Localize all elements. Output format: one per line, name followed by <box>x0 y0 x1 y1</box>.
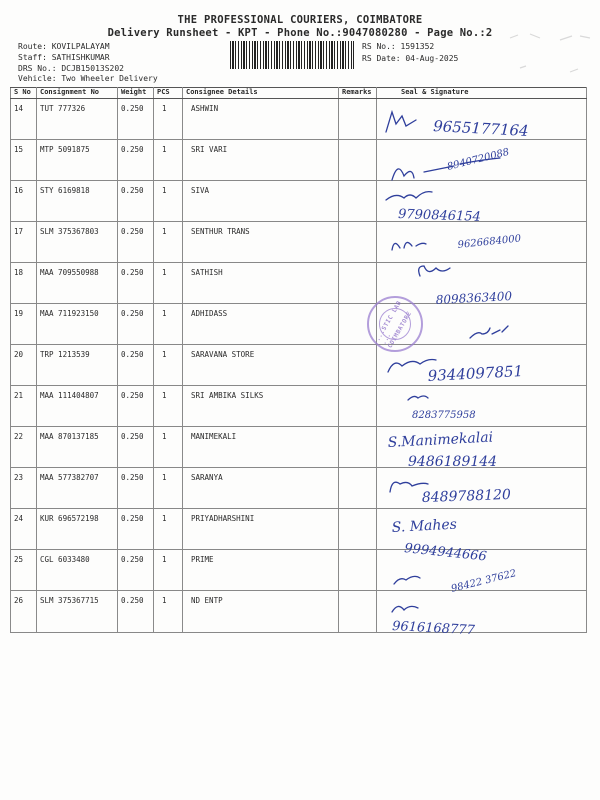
handwritten-phone: 9655177164 <box>432 117 530 140</box>
company-title: THE PROFESSIONAL COURIERS, COIMBATORE <box>177 14 423 26</box>
vehicle-label: Vehicle: Two Wheeler Delivery <box>18 74 158 83</box>
consignee-cell: SIVA <box>183 181 339 222</box>
col-header-weight: Weight <box>118 88 154 99</box>
weight-cell: 0.250 <box>118 509 154 550</box>
handwritten-phone: 9626684000 <box>457 233 522 251</box>
sno-cell: 23 <box>11 468 37 509</box>
signature-scribble <box>386 192 432 200</box>
signature-scribble <box>419 266 450 276</box>
col-header-consignee: Consignee Details <box>183 88 339 99</box>
sno-cell: 22 <box>11 427 37 468</box>
signature-scribble <box>392 242 426 250</box>
weight-cell: 0.250 <box>118 140 154 181</box>
pcs-cell: 1 <box>154 99 183 140</box>
weight-cell: 0.250 <box>118 427 154 468</box>
consignee-cell: SENTHUR TRANS <box>183 222 339 263</box>
pcs-cell: 1 <box>154 263 183 304</box>
seal-text: ...STIC LAB ... COIMBATORE <box>374 299 414 350</box>
col-header-remarks: Remarks <box>339 88 377 99</box>
consignee-cell: SRI VARI <box>183 140 339 181</box>
pcs-cell: 1 <box>154 427 183 468</box>
handwritten-name: S. Mahes <box>391 516 458 536</box>
col-header-consignment: Consignment No <box>37 88 118 99</box>
signature-scribble <box>386 112 416 132</box>
pcs-cell: 1 <box>154 222 183 263</box>
sno-cell: 17 <box>11 222 37 263</box>
signature-scribble <box>392 606 418 612</box>
weight-cell: 0.250 <box>118 99 154 140</box>
pcs-cell: 1 <box>154 591 183 633</box>
runsheet-subtitle: Delivery Runsheet - KPT - Phone No.:9047080280 - Page No.:2 <box>107 27 493 39</box>
consignee-cell: SATHISH <box>183 263 339 304</box>
consignee-cell: SRI AMBIKA SILKS <box>183 386 339 427</box>
sno-cell: 18 <box>11 263 37 304</box>
signature-scribble <box>470 326 508 338</box>
handwritten-phone: 9616168777 <box>391 619 476 639</box>
handwritten-phone: 98422 37622 <box>450 568 518 595</box>
pcs-cell: 1 <box>154 345 183 386</box>
pcs-cell: 1 <box>154 140 183 181</box>
consignment-cell: TRP 1213539 <box>37 345 118 386</box>
consignment-cell: MAA 711923150 <box>37 304 118 345</box>
pcs-cell: 1 <box>154 550 183 591</box>
signature-scribble <box>408 396 428 400</box>
weight-cell: 0.250 <box>118 222 154 263</box>
consignment-cell: SLM 375367803 <box>37 222 118 263</box>
pcs-cell: 1 <box>154 304 183 345</box>
consignment-cell: SLM 375367715 <box>37 591 118 633</box>
consignee-cell: SARANYA <box>183 468 339 509</box>
consignee-cell: SARAVANA STORE <box>183 345 339 386</box>
weight-cell: 0.250 <box>118 591 154 633</box>
weight-cell: 0.250 <box>118 550 154 591</box>
consignment-cell: MAA 870137185 <box>37 427 118 468</box>
consignee-cell: MANIMEKALI <box>183 427 339 468</box>
handwritten-phone: 9994944666 <box>403 541 488 565</box>
weight-cell: 0.250 <box>118 468 154 509</box>
signature-scribble <box>394 576 420 584</box>
weight-cell: 0.250 <box>118 386 154 427</box>
consignee-cell: PRIME <box>183 550 339 591</box>
handwritten-phone: 8283775958 <box>412 410 476 421</box>
handwritten-phone: 9344097851 <box>427 362 524 385</box>
pcs-cell: 1 <box>154 386 183 427</box>
sno-cell: 26 <box>11 591 37 633</box>
weight-cell: 0.250 <box>118 345 154 386</box>
sno-cell: 20 <box>11 345 37 386</box>
sno-cell: 24 <box>11 509 37 550</box>
col-header-signature: Seal & Signature <box>377 88 587 99</box>
consignment-cell: KUR 696572198 <box>37 509 118 550</box>
sno-cell: 16 <box>11 181 37 222</box>
handwritten-phone: 8489788120 <box>421 486 512 506</box>
consignment-cell: STY 6169818 <box>37 181 118 222</box>
consignment-cell: MAA 111404807 <box>37 386 118 427</box>
staff-label: Staff: SATHISHKUMAR <box>18 53 110 62</box>
sno-cell: 19 <box>11 304 37 345</box>
pcs-cell: 1 <box>154 468 183 509</box>
consignment-cell: MAA 577382707 <box>37 468 118 509</box>
handwritten-name: S.Manimekalai <box>387 429 494 451</box>
sno-cell: 25 <box>11 550 37 591</box>
pcs-cell: 1 <box>154 509 183 550</box>
consignment-cell: MTP 5091875 <box>37 140 118 181</box>
col-header-sno: S No <box>11 88 37 99</box>
consignee-cell: ADHIDASS <box>183 304 339 345</box>
consignment-cell: CGL 6033480 <box>37 550 118 591</box>
weight-cell: 0.250 <box>118 181 154 222</box>
handwritten-phone: 8098363400 <box>435 289 513 307</box>
drs-number: DRS No.: DCJB15013S202 <box>18 64 124 73</box>
weight-cell: 0.250 <box>118 304 154 345</box>
consignment-cell: TUT 777326 <box>37 99 118 140</box>
rs-number: RS No.: 1591352 <box>362 42 435 51</box>
rs-date: RS Date: 04-Aug-2025 <box>362 54 459 63</box>
handwritten-phone: 9486189144 <box>408 454 498 470</box>
weight-cell: 0.250 <box>118 263 154 304</box>
consignee-cell: PRIYADHARSHINI <box>183 509 339 550</box>
sno-cell: 14 <box>11 99 37 140</box>
consignee-cell: ND ENTP <box>183 591 339 633</box>
handwritten-phone: 8940720088 <box>446 146 511 173</box>
handwritten-phone: 9790846154 <box>397 207 482 225</box>
consignment-cell: MAA 709550988 <box>37 263 118 304</box>
sno-cell: 15 <box>11 140 37 181</box>
route-label: Route: KOVILPALAYAM <box>18 42 110 51</box>
col-header-pcs: PCS <box>154 88 183 99</box>
sno-cell: 21 <box>11 386 37 427</box>
pcs-cell: 1 <box>154 181 183 222</box>
consignee-cell: ASHWIN <box>183 99 339 140</box>
